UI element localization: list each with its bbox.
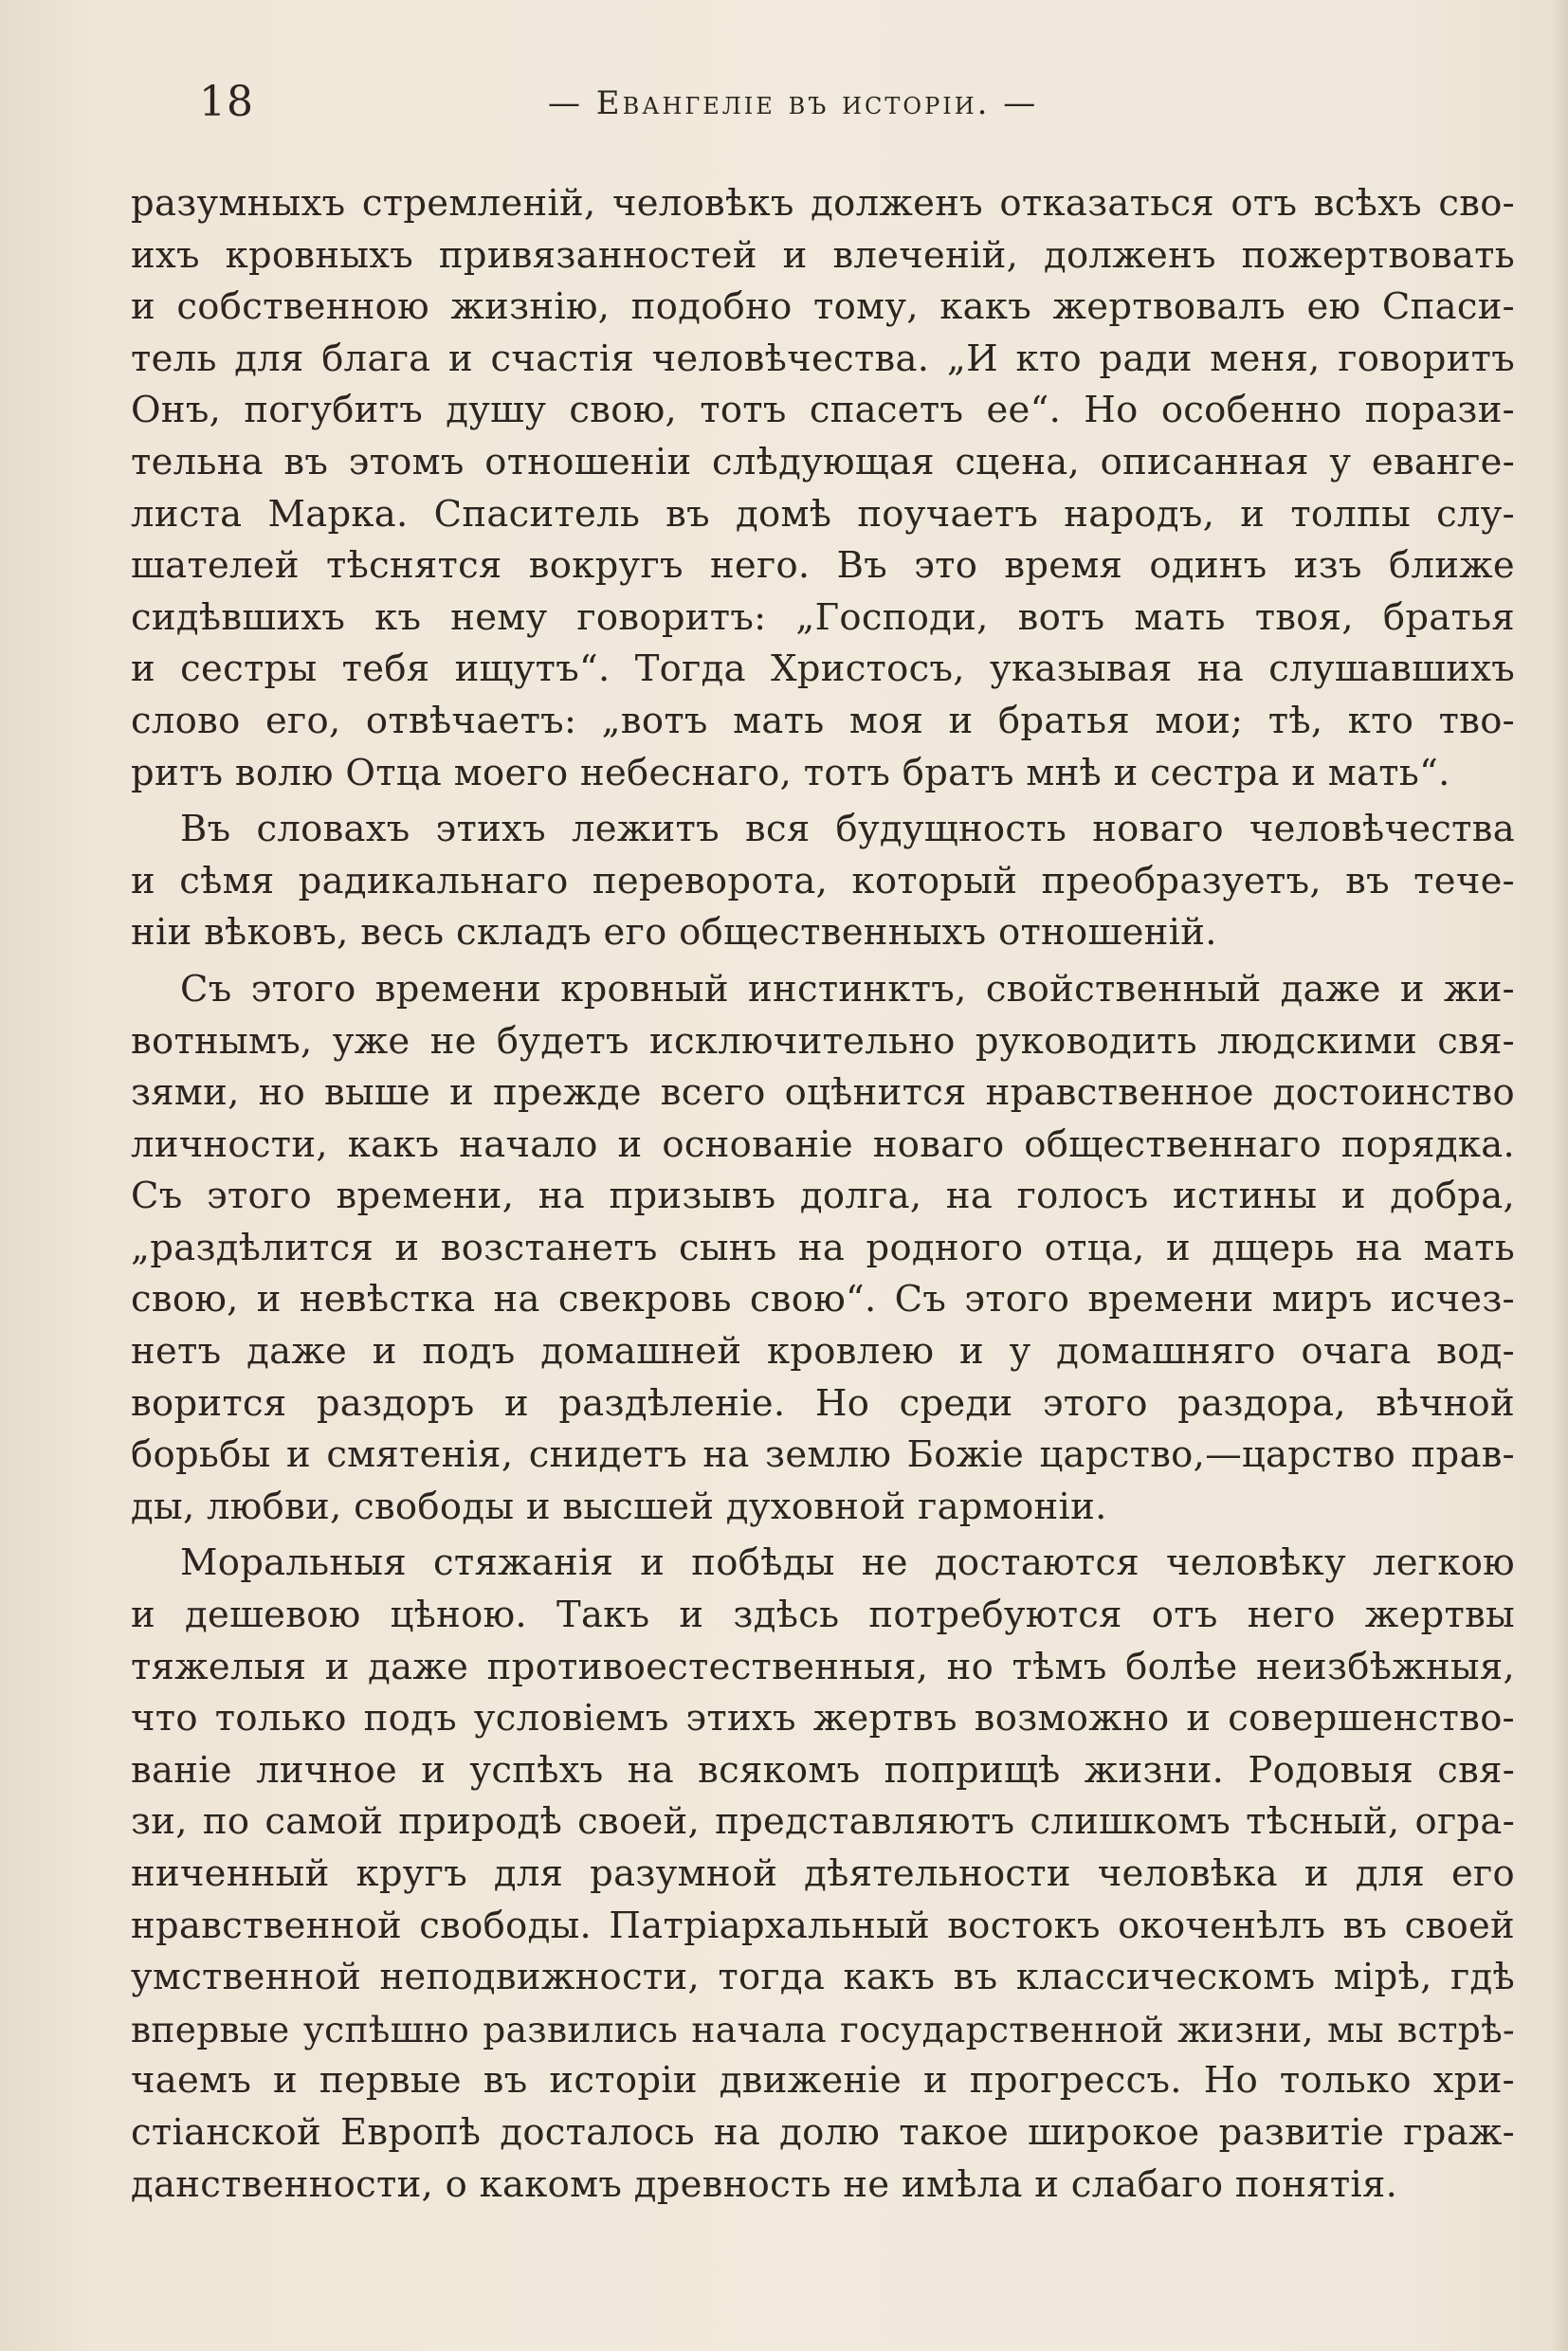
text-line: тельна въ этомъ отношеніи слѣдующая сцена, описанная у еванге- — [131, 440, 1515, 483]
text-line: данственности, о какомъ древность не имѣла и слабаго понятія. — [131, 2162, 1398, 2206]
paragraph — [131, 964, 1515, 1534]
text-line: Въ словахъ этихъ лежитъ вся будущность новаго человѣчества — [180, 808, 1515, 851]
text-line: что только подъ условіемъ этихъ жертвъ возможно и совершенство- — [131, 1697, 1515, 1740]
paragraph — [131, 178, 1515, 799]
text-line: и собственною жизнію, подобно тому, какъ жертвовалъ ею Спаси- — [131, 285, 1515, 329]
text-line: умственной неподвижности, тогда какъ въ классическомъ мірѣ, гдѣ — [131, 1956, 1515, 1999]
text-line: нравственной свободы. Патріархальный востокъ окоченѣлъ въ своей — [131, 1904, 1515, 1947]
page-edge-shadow — [1551, 0, 1568, 2351]
paragraph — [131, 1538, 1515, 2211]
text-line: борьбы и смятенія, снидетъ на землю Божіе царство,—царство прав- — [131, 1433, 1515, 1477]
text-line: слово его, отвѣчаетъ: „вотъ мать моя и братья мои; тѣ, кто тво- — [131, 699, 1515, 742]
text-line: шателей тѣснятся вокругъ него. Въ это время одинъ изъ ближе — [131, 544, 1515, 588]
text-line: нетъ даже и подъ домашней кровлею и у домашняго очага вод- — [131, 1330, 1515, 1374]
text-line: личности, какъ начало и основаніе новаго общественнаго порядка. — [131, 1122, 1515, 1166]
text-line: Моральныя стяжанія и побѣды не достаются человѣку легкою — [180, 1541, 1515, 1585]
body-text — [131, 178, 1515, 2211]
text-line: Съ этого времени кровный инстинктъ, свойственный даже и жи- — [180, 967, 1515, 1011]
text-line: ніи вѣковъ, весь складъ его общественныхъ отношеній. — [131, 911, 1217, 955]
text-line: сидѣвшихъ къ нему говоритъ: „Господи, вотъ мать твоя, братья — [131, 595, 1515, 639]
text-line: впервые успѣшно развились начала государственной жизни, мы встрѣ- — [131, 2008, 1515, 2050]
text-line: и дешевою цѣною. Такъ и здѣсь потребуются отъ него жертвы — [131, 1594, 1515, 1637]
page-number: 18 — [199, 78, 254, 126]
text-line: „раздѣлится и возстанетъ сынъ на родного отца, и дщерь на мать — [131, 1226, 1515, 1269]
text-line: стіанской Европѣ досталось на долю такое широкое развитіе граж- — [131, 2110, 1515, 2154]
text-line: вотнымъ, уже не будетъ исключительно руководить людскими свя- — [131, 1019, 1515, 1063]
text-line: Съ этого времени, на призывъ долга, на голосъ истины и добра, — [131, 1175, 1515, 1218]
text-line: зями, но выше и прежде всего оцѣнится нравственное достоинство — [131, 1071, 1515, 1115]
text-line: ваніе личное и успѣхъ на всякомъ поприщѣ жизни. Родовыя свя- — [131, 1748, 1515, 1792]
page-header — [131, 74, 1515, 131]
text-line: ихъ кровныхъ привязанностей и влеченій, долженъ пожертвовать — [131, 233, 1515, 277]
text-line: ды, любви, свободы и высшей духовной гармоніи. — [131, 1485, 1107, 1528]
text-line: и сѣмя радикальнаго переворота, который преобразуетъ, въ тече- — [131, 859, 1515, 902]
text-line: ритъ волю Отца моего небеснаго, тотъ братъ мнѣ и сестра и мать“. — [131, 751, 1450, 794]
text-line: тель для блага и счастія человѣчества. „И кто ради меня, говоритъ — [131, 337, 1515, 380]
text-line: зи, по самой природѣ своей, представляютъ слишкомъ тѣсный, огра- — [131, 1800, 1515, 1844]
running-title: — Евангеліе въ исторіи. — — [548, 84, 1039, 122]
text-line: разумныхъ стремленій, человѣкъ долженъ отказаться отъ всѣхъ сво- — [131, 182, 1515, 225]
text-line: тяжелыя и даже противоестественныя, но тѣмъ болѣе неизбѣжныя, — [131, 1645, 1515, 1688]
paragraph — [131, 804, 1515, 959]
text-line: ворится раздоръ и раздѣленіе. Но среди этого раздора, вѣчной — [131, 1381, 1515, 1425]
text-line: и сестры тебя ищутъ“. Тогда Христосъ, указывая на слушавшихъ — [131, 647, 1515, 691]
text-line: свою, и невѣстка на свекровь свою“. Съ этого времени миръ исчез- — [131, 1278, 1515, 1321]
text-line: чаемъ и первые въ исторіи движеніе и прогрессъ. Но только хри- — [131, 2059, 1515, 2103]
text-line: ниченный кругъ для разумной дѣятельности человѣка и для его — [131, 1852, 1515, 1895]
text-line: листа Марка. Спаситель въ домѣ поучаетъ народъ, и толпы слу- — [131, 492, 1515, 536]
text-line: Онъ, погубитъ душу свою, тотъ спасетъ ее“. Но особенно порази- — [131, 389, 1515, 432]
